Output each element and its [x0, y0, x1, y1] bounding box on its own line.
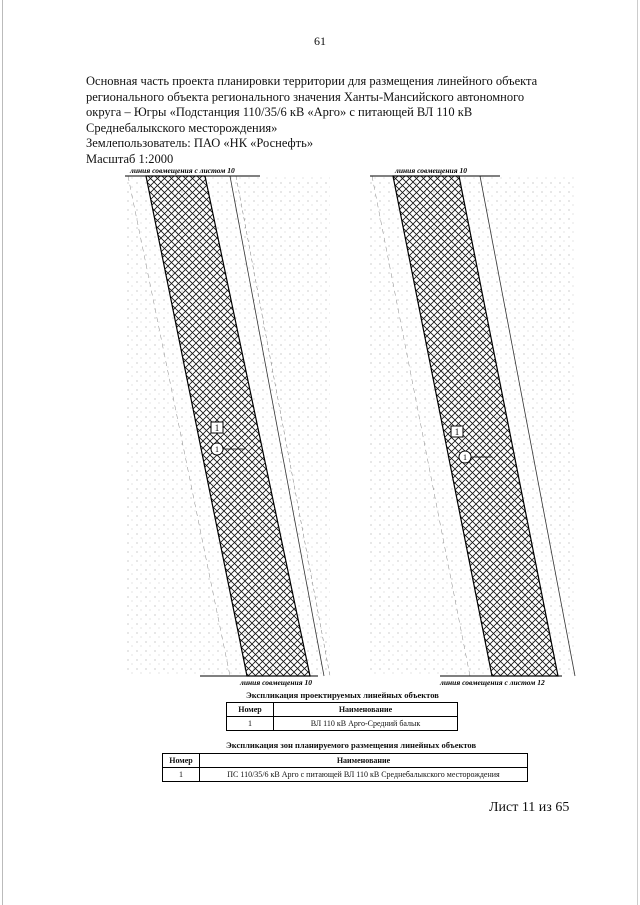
- row-number: 1: [227, 717, 274, 731]
- header-line: Среднебалыкского месторождения»: [86, 120, 278, 135]
- row-name: ПС 110/35/6 кВ Арго с питающей ВЛ 110 кВ Среднебалыкского месторождения: [200, 768, 528, 782]
- column-header: Номер: [227, 703, 274, 717]
- page-number: 61: [314, 34, 326, 48]
- header-line: регионального объекта регионального значения Ханты-Мансийского автономного: [86, 89, 525, 104]
- object-number-text: 1: [215, 445, 219, 454]
- scale-line: Масштаб 1:2000: [86, 151, 174, 166]
- match-label-top: линия совмещения 10: [395, 166, 467, 175]
- zone-number-text: 1: [214, 423, 220, 433]
- linear-explication-title: Экспликация проектируемых линейных объектов: [246, 690, 439, 700]
- column-header: Наименование: [274, 703, 458, 717]
- zones-explication-title: Экспликация зон планируемого размещения линейных объектов: [226, 740, 477, 750]
- match-label-bottom: линия совмещения с листом 12: [440, 678, 545, 687]
- header-line: Основная часть проекта планировки территории для размещения линейного объекта: [86, 74, 538, 88]
- row-number: 1: [163, 768, 200, 782]
- row-name: ВЛ 110 кВ Арго-Средний балык: [274, 717, 458, 731]
- match-label-top: линия совмещения с листом 10: [130, 166, 235, 175]
- linear-explication-table: [226, 702, 458, 731]
- table-row: [163, 768, 528, 782]
- left-map-panel: [125, 166, 330, 687]
- header-line: округа – Югры «Подстанция 110/35/6 кВ «Арго» с питающей ВЛ 110 кВ: [86, 105, 473, 119]
- table-row: [227, 717, 458, 731]
- object-number-text: 1: [463, 453, 467, 462]
- zones-explication-table: [162, 753, 528, 782]
- column-header: Номер: [163, 754, 200, 768]
- land-user-line: Землепользователь: ПАО «НК «Роснефть»: [86, 136, 314, 150]
- right-map-panel: [370, 166, 575, 687]
- sheet-number: Лист 11 из 65: [489, 800, 570, 815]
- match-label-bottom: линия совмещения 10: [240, 678, 312, 687]
- column-header: Наименование: [200, 754, 528, 768]
- zone-number-text: 1: [454, 427, 460, 437]
